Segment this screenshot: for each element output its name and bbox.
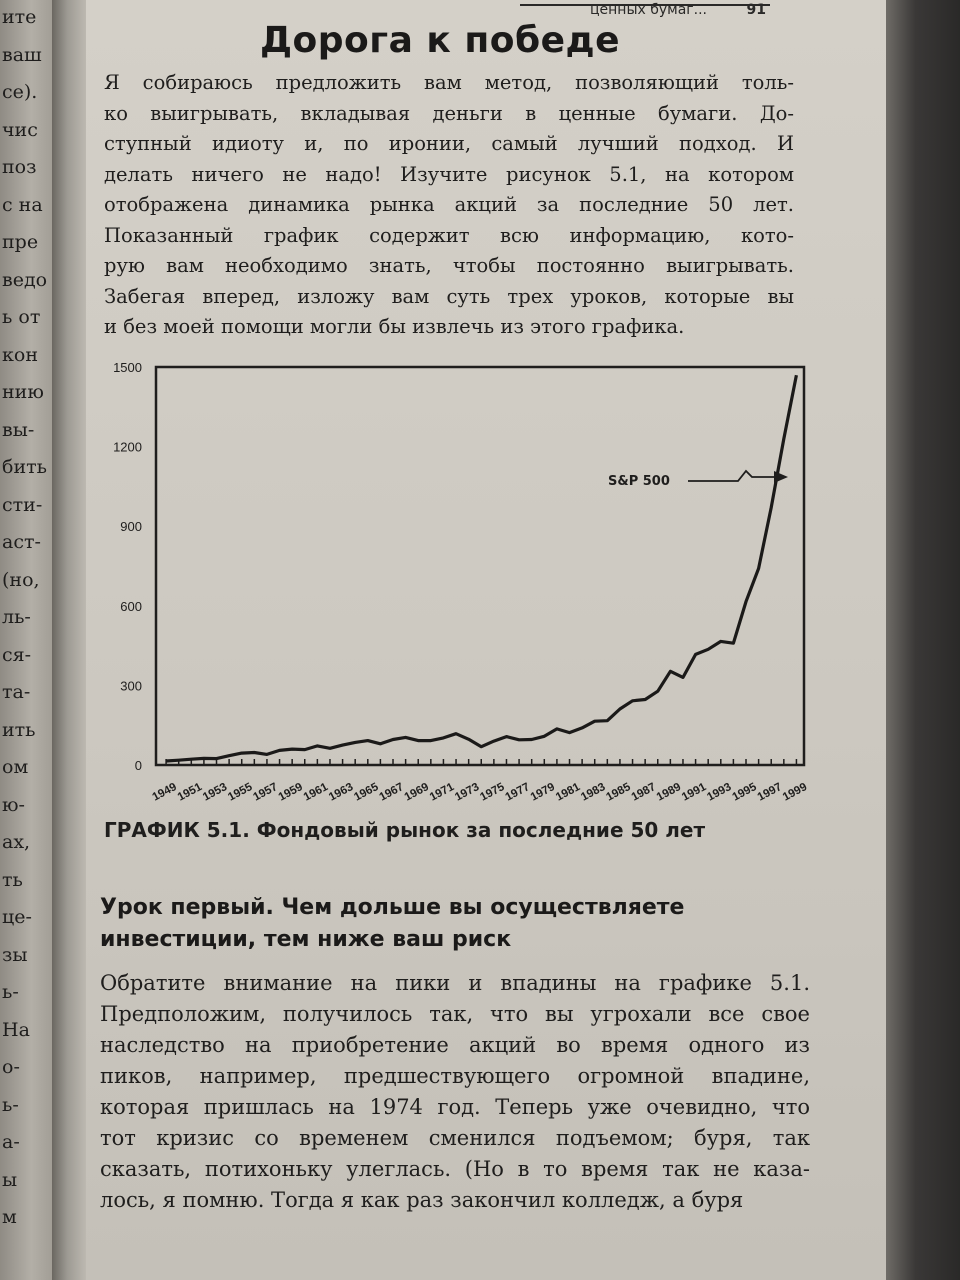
x-tick-label: 1969 (402, 781, 431, 804)
adjacent-page-fragment: це- (2, 906, 32, 928)
adjacent-page-fragment: та- (2, 681, 31, 703)
x-tick-label: 1955 (226, 781, 255, 804)
adjacent-page-fragment: ль- (2, 606, 31, 628)
lesson-paragraph-line: сказать, потихоньку улеглась. (Но в то время так не каза- (100, 1157, 810, 1181)
chart-svg (100, 355, 820, 825)
y-tick-label: 1200 (113, 439, 142, 455)
x-tick-label: 1959 (276, 781, 305, 804)
running-head-title: ценных бумаг... (590, 2, 708, 18)
adjacent-page-fragment: ваш (2, 43, 42, 66)
x-tick-label: 1985 (604, 781, 633, 804)
x-tick-label: 1993 (705, 781, 734, 804)
x-tick-label: 1995 (730, 781, 759, 804)
adjacent-page-fragment: м (2, 1206, 17, 1228)
adjacent-page-fragment: ить (2, 718, 36, 741)
intro-paragraph-line: рую вам необходимо знать, чтобы постоянно выигрывать. (104, 254, 794, 277)
x-tick-label: 1949 (150, 781, 179, 804)
y-tick-label: 300 (120, 678, 142, 694)
sp500-chart (100, 355, 820, 825)
annotation-arrow-head (774, 471, 788, 483)
x-tick-label: 1965 (352, 781, 381, 804)
sp500-series-line (166, 375, 796, 761)
annotation-arrow-line (688, 471, 776, 481)
x-tick-label: 1963 (327, 781, 356, 804)
adjacent-page-fragment: поз (2, 156, 37, 178)
page-number: 91 (746, 2, 766, 18)
y-tick-label: 1500 (113, 360, 142, 375)
intro-paragraph-line: ступный идиоту и, по иронии, самый лучший подход. И (104, 132, 794, 155)
adjacent-page-fragment: (но, (2, 568, 40, 591)
adjacent-page-fragment: нию (2, 381, 44, 403)
adjacent-page-fragment: ть (2, 868, 23, 891)
x-tick-label: 1951 (175, 781, 205, 804)
x-tick-label: 1967 (377, 781, 406, 804)
lesson-paragraph-line: Обратите внимание на пики и впадины на графике 5.1. (100, 971, 810, 995)
x-tick-label: 1987 (629, 781, 658, 804)
adjacent-page-strip (0, 0, 52, 1280)
lesson-paragraph-line: Предположим, получилось так, что вы угрохали все свое (100, 1002, 810, 1026)
lesson-paragraph-line: тот кризис со временем сменился подъемом; буря, так (100, 1126, 810, 1150)
x-tick-label: 1971 (427, 781, 457, 804)
section-heading (100, 892, 800, 956)
x-tick-label: 1983 (579, 781, 608, 804)
adjacent-page-fragment: бить (2, 456, 47, 478)
x-tick-label: 1975 (478, 781, 507, 804)
adjacent-page-fragment: На (2, 1018, 30, 1041)
adjacent-page-fragment: ы (2, 1168, 18, 1191)
intro-paragraph-line: отображена динамика рынка акций за последние 50 лет. (104, 193, 794, 216)
intro-paragraph-line: делать ничего не надо! Изучите рисунок 5.1, на котором (104, 162, 794, 186)
adjacent-page-fragment: кон (2, 343, 38, 366)
lesson-paragraph-line: пиков, например, предшествующего огромной впадине, (100, 1064, 810, 1088)
section-heading-line: инвестиции, тем ниже ваш риск (100, 927, 512, 952)
intro-paragraph-line: Я собираюсь предложить вам метод, позволяющий толь- (104, 71, 794, 94)
adjacent-page-fragment: с на (2, 193, 43, 216)
x-tick-label: 1991 (680, 781, 709, 804)
intro-paragraph (104, 68, 794, 343)
adjacent-page-fragment: ом (2, 756, 29, 778)
adjacent-page-fragment: ь от (2, 306, 41, 328)
x-tick-label: 1979 (528, 781, 558, 804)
adjacent-page-fragment: ь- (2, 1093, 19, 1116)
y-tick-label: 0 (134, 758, 142, 773)
book-gutter (52, 0, 86, 1280)
intro-paragraph-line: Показанный график содержит всю информацию, кото- (104, 223, 794, 247)
figure-caption: ГРАФИК 5.1. Фондовый рынок за последние 50 лет (104, 818, 706, 842)
lesson-paragraph-line: которая пришлась на 1974 год. Теперь уже очевидно, что (100, 1095, 810, 1119)
adjacent-page-fragment: о- (2, 1056, 20, 1078)
adjacent-page-fragment: чис (2, 118, 38, 141)
adjacent-page-fragment: ю- (2, 793, 25, 816)
y-tick-label: 600 (120, 598, 142, 614)
adjacent-page-fragment: ь- (2, 981, 19, 1003)
intro-paragraph-line: ко выигрывать, вкладывая деньги в ценные бумаги. До- (104, 101, 794, 125)
lesson-paragraph-line: лось, я помню. Тогда я как раз закончил колледж, а буря (100, 1188, 744, 1212)
x-tick-label: 1981 (553, 781, 583, 804)
running-head (520, 2, 770, 18)
adjacent-page-fragment: аст- (2, 531, 41, 553)
sp500-annotation-label: S&P 500 (608, 474, 670, 489)
x-tick-label: 1973 (453, 781, 482, 804)
section-heading-line: Урок первый. Чем дольше вы осуществляете (100, 895, 685, 920)
lesson-paragraph-line: наследство на приобретение акций во время одного из (100, 1033, 810, 1057)
intro-paragraph-line: Забегая вперед, изложу вам суть трех уроков, которые вы (104, 284, 794, 308)
x-tick-label: 1953 (200, 781, 230, 804)
adjacent-page-fragment: ведо (2, 268, 48, 291)
plot-frame (156, 367, 804, 765)
page-title: Дорога к победе (259, 20, 621, 61)
adjacent-page-fragment: сти- (2, 493, 43, 516)
page-edge-shadow (886, 0, 960, 1280)
adjacent-page-fragment: вы- (2, 418, 35, 441)
x-tick-label: 1999 (780, 781, 810, 804)
x-tick-label: 1977 (503, 781, 532, 804)
x-tick-label: 1957 (251, 781, 280, 804)
y-tick-label: 900 (120, 519, 142, 535)
x-tick-label: 1961 (301, 781, 331, 804)
x-tick-label: 1997 (755, 781, 784, 804)
adjacent-page-fragment: ите (2, 6, 37, 28)
adjacent-page-fragment: а- (2, 1131, 20, 1153)
adjacent-page-fragment: ся- (2, 643, 32, 666)
lesson-paragraph (100, 968, 810, 1216)
adjacent-page-fragment: се). (2, 81, 38, 103)
x-tick-label: 1989 (654, 781, 684, 804)
adjacent-page-fragment: пре (2, 231, 39, 253)
adjacent-page-fragment: ах, (2, 831, 31, 853)
adjacent-page-fragment: зы (2, 943, 28, 966)
intro-paragraph-line: и без моей помощи могли бы извлечь из этого графика. (104, 315, 685, 338)
